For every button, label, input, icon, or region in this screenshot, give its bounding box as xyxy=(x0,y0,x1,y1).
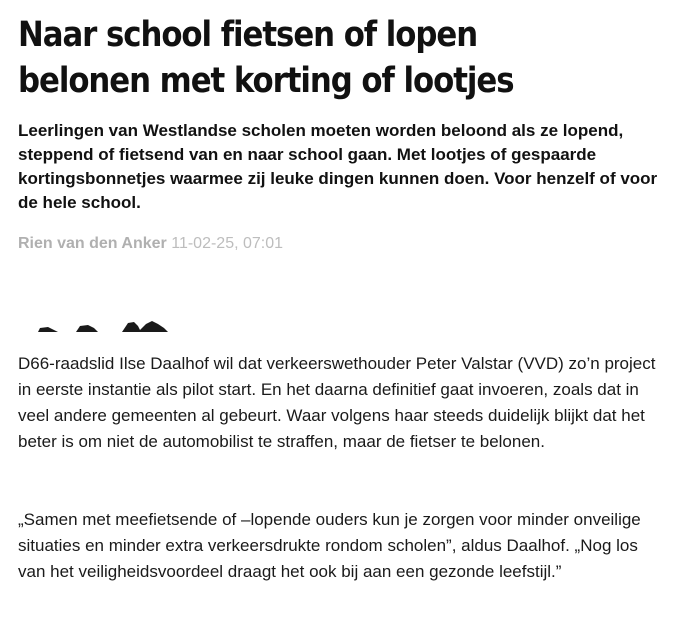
byline xyxy=(18,234,283,254)
author-name[interactable]: Rien van den Anker xyxy=(18,235,167,252)
publish-date: 11-02-25, 07:01 xyxy=(171,235,284,252)
headline-line-1: Naar school fietsen of lopen xyxy=(18,15,478,55)
headline-line-2: belonen met korting of lootjes xyxy=(18,61,514,101)
image-silhouette-icon xyxy=(18,318,218,332)
article-image-edge xyxy=(18,318,218,332)
article-lead: Leerlingen van Westlandse scholen moeten worden beloond als ze lopend, steppend of fietsend van en naar school gaan. Met lootjes of gespaarde kortingsbonnetjes waarmee zij leuke dingen kunnen doen. Voor henzelf of voor de hele school. xyxy=(18,121,658,212)
body-paragraph-2: „Samen met meefietsende of –lopende ouders kun je zorgen voor minder onveilige situaties en minder extra verkeersdrukte rondom scholen”, aldus Daalhof. „Nog los van het veiligheidsvoordeel draagt het ook bij aan een gezonde leefstijl.” xyxy=(18,510,641,581)
body-paragraph-1: D66-raadslid Ilse Daalhof wil dat verkeerswethouder Peter Valstar (VVD) zo’n project in eerste instantie als pilot start. En het daarna definitief gaat invoeren, zoals dat in veel andere gemeenten al gebeurt. Waar volgens haar steeds duidelijk blijkt dat het beter is om niet de automobilist te straffen, maar de fietser te belonen. xyxy=(18,354,656,451)
article-headline xyxy=(18,12,588,104)
